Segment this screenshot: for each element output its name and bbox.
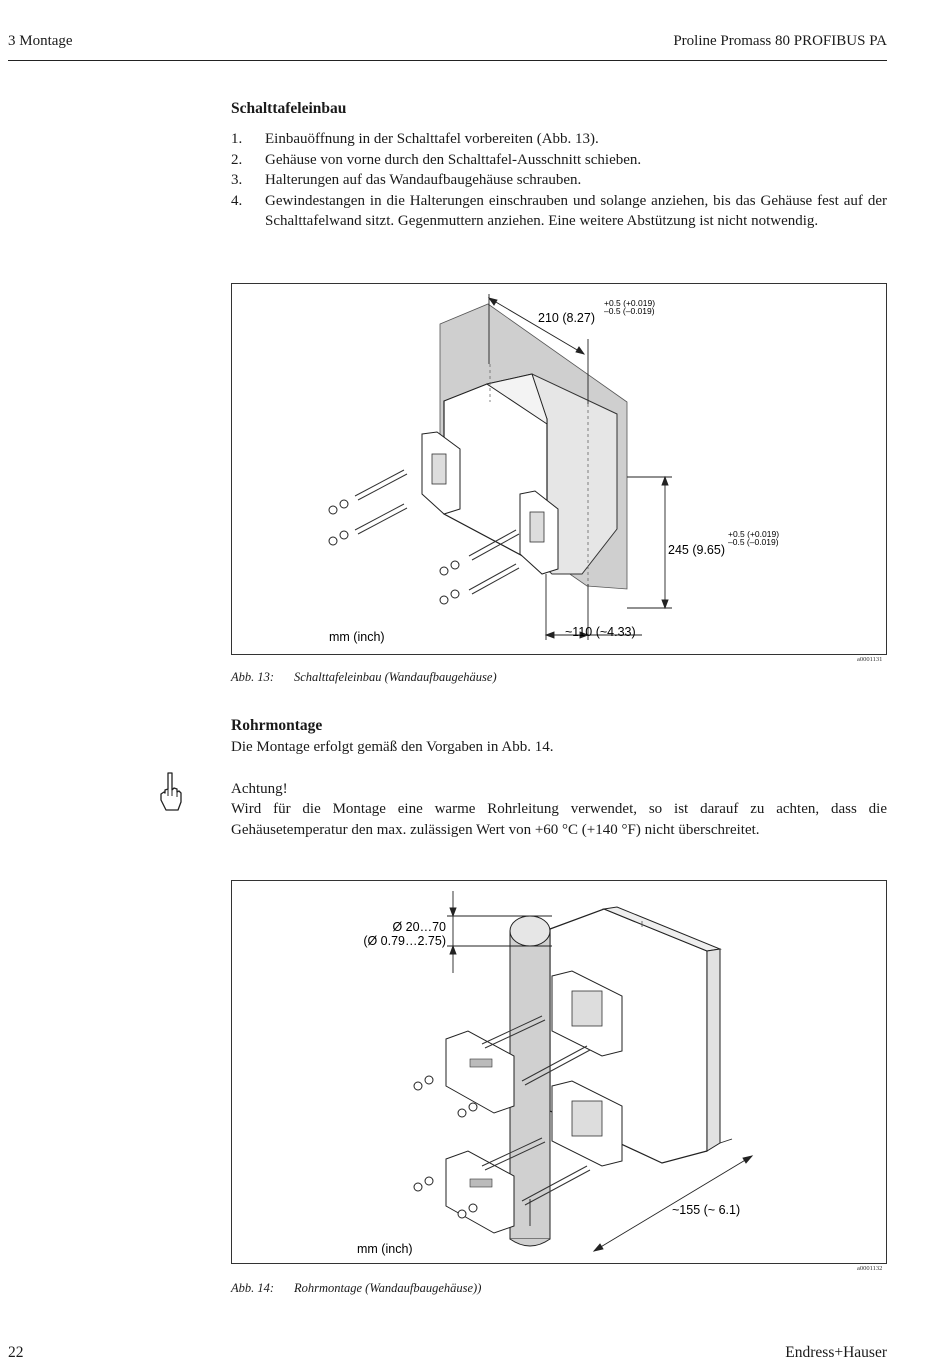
dim-width-label: 210 (8.27) bbox=[538, 311, 595, 325]
step-text: Einbauöffnung in der Schalttafel vorbereiten (Abb. 13). bbox=[265, 131, 599, 147]
dim-depth-label: ~110 (~4.33) bbox=[565, 625, 636, 639]
steps-list bbox=[231, 129, 887, 232]
pointing-hand-icon bbox=[157, 770, 183, 816]
page-number: 22 bbox=[8, 1344, 24, 1361]
units-label: mm (inch) bbox=[357, 1242, 413, 1256]
step-number: 2. bbox=[231, 151, 243, 168]
pipe-clamp-upper bbox=[446, 1031, 514, 1113]
figure-14-caption bbox=[231, 1281, 481, 1296]
step-item bbox=[231, 129, 887, 150]
header-rule bbox=[8, 60, 887, 61]
pipe-intro: Die Montage erfolgt gemäß den Vorgaben in Abb. 14. bbox=[231, 739, 554, 755]
figure-13-panel-mounting bbox=[231, 283, 887, 655]
dim-height-label: 245 (9.65) bbox=[668, 543, 725, 557]
pipe-clamp-lower bbox=[446, 1151, 514, 1233]
caption-label: Abb. 13: bbox=[231, 670, 275, 684]
units-label: mm (inch) bbox=[329, 630, 385, 644]
figure-14-id: a0001132 bbox=[857, 1265, 883, 1272]
figure-14-pipe-mounting bbox=[231, 880, 887, 1264]
step-item bbox=[231, 170, 887, 191]
warning-text: Wird für die Montage eine warme Rohrleitung verwendet, so ist darauf zu achten, dass die Gehäusetemperatur den max. zulässigen Wert von +60 °C (+140 °F) nicht überschreitet. bbox=[231, 801, 887, 838]
step-text: Gewindestangen in die Halterungen einschrauben und solange anziehen, bis das Gehäuse fest auf der Schalttafelwand sitzt. Gegenmuttern anziehen. Eine weitere Abstützung ist nicht notwendig. bbox=[265, 192, 887, 229]
step-number: 3. bbox=[231, 172, 243, 188]
step-item bbox=[231, 191, 887, 232]
dim-width-tol-plus: +0.5 (+0.019) bbox=[604, 298, 656, 308]
dim-depth-lines bbox=[530, 1139, 752, 1251]
bracket-left bbox=[422, 432, 460, 514]
panel-mounting-drawing bbox=[232, 284, 886, 654]
dim-height-tol-minus: –0.5 (–0.019) bbox=[728, 537, 779, 547]
step-item bbox=[231, 150, 887, 171]
pipe-mounting-drawing bbox=[232, 881, 886, 1263]
step-number: 4. bbox=[231, 192, 243, 209]
figure-13-caption bbox=[231, 670, 497, 685]
step-number: 1. bbox=[231, 131, 243, 147]
dim-pipe-mm-label: Ø 20…70 bbox=[392, 920, 446, 934]
figure-13-id: a0001131 bbox=[857, 656, 883, 663]
header-section: 3 Montage bbox=[8, 33, 73, 49]
caption-text: Rohrmontage (Wandaufbaugehäuse)) bbox=[294, 1281, 482, 1295]
dim-height-lines bbox=[627, 477, 672, 608]
dim-width-tol-minus: –0.5 (–0.019) bbox=[604, 306, 655, 316]
caption-label: Abb. 14: bbox=[231, 1281, 275, 1295]
dim-height-tol-plus: +0.5 (+0.019) bbox=[728, 529, 780, 539]
nuts-washers bbox=[329, 500, 459, 604]
footer-brand: Endress+Hauser bbox=[785, 1344, 887, 1361]
heading-pipe-mounting: Rohrmontage bbox=[231, 717, 323, 734]
dim-depth-label: ~155 (~ 6.1) bbox=[672, 1203, 741, 1217]
step-text: Halterungen auf das Wandaufbaugehäuse schrauben. bbox=[265, 172, 582, 188]
warning-title: Achtung! bbox=[231, 781, 288, 797]
header-product: Proline Promass 80 PROFIBUS PA bbox=[673, 33, 887, 49]
caption-text: Schalttafeleinbau (Wandaufbaugehäuse) bbox=[294, 670, 497, 684]
dim-pipe-inch-label: (Ø 0.79…2.75) bbox=[363, 934, 446, 948]
heading-panel-mounting: Schalttafeleinbau bbox=[231, 100, 347, 117]
step-text: Gehäuse von vorne durch den Schalttafel-Ausschnitt schieben. bbox=[265, 151, 642, 168]
